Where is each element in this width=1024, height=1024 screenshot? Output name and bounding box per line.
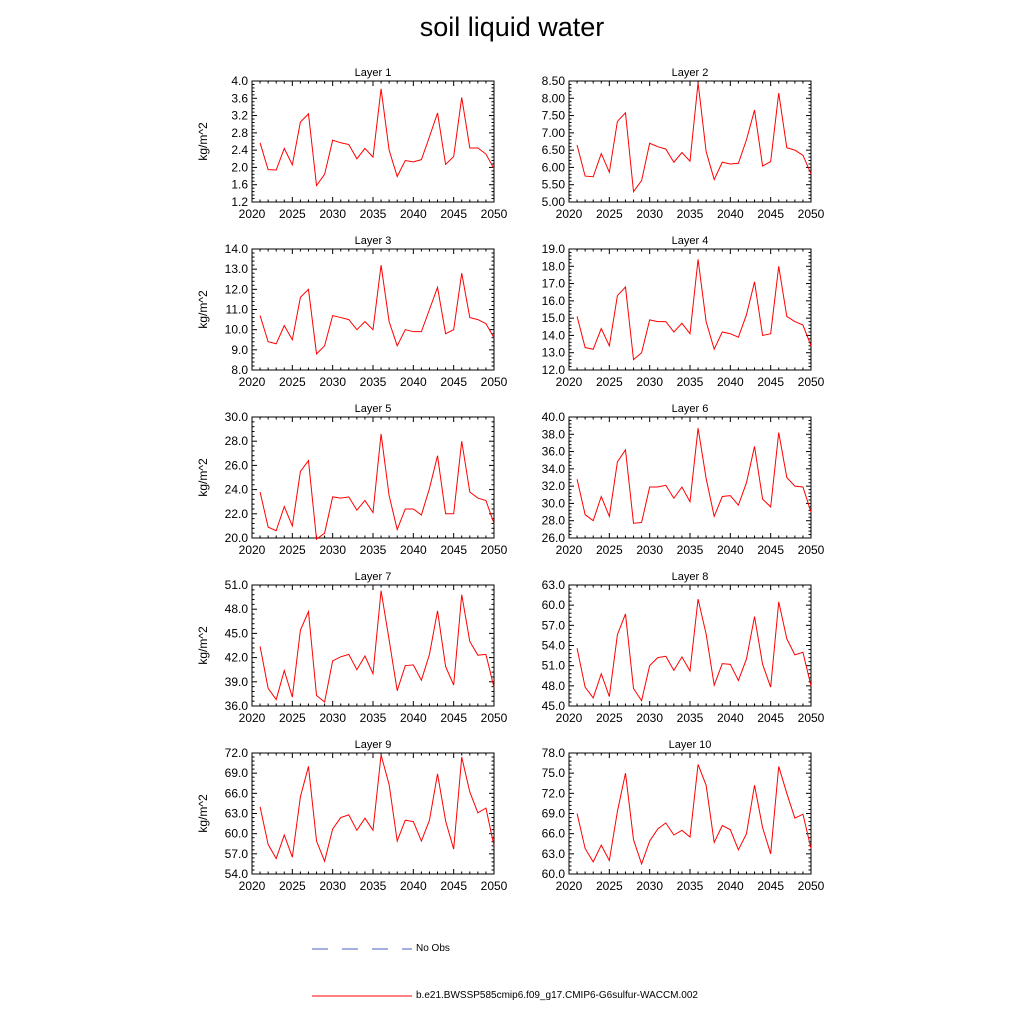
- panel-1-y-tick-label: 2.0: [231, 160, 248, 175]
- panel-8-x-tick-label: 2020: [555, 711, 583, 725]
- panel-3-x-tick-label: 2040: [399, 375, 427, 389]
- page-title: soil liquid water: [419, 12, 605, 42]
- panel-9-y-tick-label: 66.0: [224, 786, 248, 801]
- panel-6-y-tick-label: 28.0: [541, 513, 565, 528]
- panel-7-x-tick-label: 2030: [319, 711, 347, 725]
- panel-4-title: Layer 4: [671, 235, 709, 247]
- panel-1-x-tick-label: 2030: [319, 207, 347, 221]
- panel-6-y-tick-label: 38.0: [541, 427, 565, 442]
- panel-4-y-tick-label: 17.0: [541, 276, 565, 291]
- panel-10-x-tick-label: 2050: [797, 879, 825, 893]
- panel-4-y-tick-label: 12.0: [541, 363, 565, 377]
- panel-5-y-axis-label: kg/m^2: [196, 458, 210, 497]
- panel-10-title: Layer 10: [668, 739, 712, 751]
- panel-4-y-tick-label: 14.0: [541, 328, 565, 343]
- panel-8-y-tick-label: 63.0: [541, 578, 565, 592]
- panel-9-x-tick-label: 2020: [238, 879, 266, 893]
- panel-10-x-tick-label: 2020: [555, 879, 583, 893]
- panel-5-y-tick-label: 28.0: [224, 434, 248, 449]
- panel-6-x-tick-label: 2025: [595, 543, 623, 557]
- panel-8-title: Layer 8: [671, 571, 709, 583]
- panel-4-x-tick-label: 2040: [716, 375, 744, 389]
- panel-5-y-tick-label: 22.0: [224, 506, 248, 521]
- panel-7-y-axis-label: kg/m^2: [196, 626, 210, 665]
- panel-8-x-tick-label: 2050: [797, 711, 825, 725]
- panel-3-y-tick-label: 8.0: [231, 363, 248, 377]
- panel-6-y-tick-label: 40.0: [541, 410, 565, 424]
- panel-2-y-tick-label: 7.00: [541, 125, 565, 140]
- panel-3-y-tick-label: 14.0: [224, 242, 248, 256]
- panel-4-x-tick-label: 2045: [757, 375, 785, 389]
- panel-7-y-tick-label: 51.0: [224, 578, 248, 592]
- panel-3-y-tick-label: 9.0: [231, 342, 248, 357]
- panel-9-y-axis-label: kg/m^2: [196, 794, 210, 833]
- panel-5-y-tick-label: 26.0: [224, 458, 248, 473]
- panel-1-x-tick-label: 2035: [359, 207, 387, 221]
- panel-2-x-tick-label: 2050: [797, 207, 825, 221]
- panel-8-x-tick-label: 2035: [676, 711, 704, 725]
- panel-8-y-tick-label: 48.0: [541, 678, 565, 693]
- panel-8-x-tick-label: 2030: [636, 711, 664, 725]
- panel-2-y-tick-label: 6.00: [541, 160, 565, 175]
- panel-3-x-tick-label: 2045: [440, 375, 468, 389]
- panel-4-x-tick-label: 2035: [676, 375, 704, 389]
- panel-1-x-tick-label: 2020: [238, 207, 266, 221]
- panel-2-y-tick-label: 7.50: [541, 108, 565, 123]
- panel-2-x-tick-label: 2045: [757, 207, 785, 221]
- panel-4-y-tick-label: 13.0: [541, 345, 565, 360]
- panel-10-y-tick-label: 63.0: [541, 846, 565, 861]
- panel-4-y-tick-label: 15.0: [541, 311, 565, 326]
- panel-10-x-tick-label: 2035: [676, 879, 704, 893]
- panel-9-y-tick-label: 72.0: [224, 746, 248, 760]
- panel-9-y-tick-label: 54.0: [224, 867, 248, 881]
- panel-7-y-tick-label: 39.0: [224, 674, 248, 689]
- panel-9-y-tick-label: 60.0: [224, 826, 248, 841]
- panel-5-y-tick-label: 24.0: [224, 482, 248, 497]
- panel-7-title: Layer 7: [354, 571, 392, 583]
- panel-7-x-tick-label: 2050: [480, 711, 508, 725]
- panel-10-x-tick-label: 2040: [716, 879, 744, 893]
- legend-model-label: b.e21.BWSSP585cmip6.f09_g17.CMIP6-G6sulfur-WACCM.002: [416, 990, 698, 1001]
- panel-2-y-tick-label: 5.50: [541, 177, 565, 192]
- panel-6-y-tick-label: 30.0: [541, 496, 565, 511]
- panel-4-x-tick-label: 2020: [555, 375, 583, 389]
- panel-4-x-tick-label: 2025: [595, 375, 623, 389]
- panel-2-x-tick-label: 2035: [676, 207, 704, 221]
- panel-6-y-tick-label: 34.0: [541, 461, 565, 476]
- panel-2-x-tick-label: 2040: [716, 207, 744, 221]
- panel-1-y-tick-label: 1.6: [231, 177, 248, 192]
- panel-3-x-tick-label: 2020: [238, 375, 266, 389]
- legend-obs-label: No Obs: [416, 943, 450, 954]
- panel-8-y-tick-label: 54.0: [541, 638, 565, 653]
- panel-9-x-tick-label: 2030: [319, 879, 347, 893]
- panel-8-y-tick-label: 60.0: [541, 598, 565, 613]
- panel-5-x-tick-label: 2020: [238, 543, 266, 557]
- panel-1-y-tick-label: 2.4: [231, 143, 248, 158]
- panel-6-x-tick-label: 2050: [797, 543, 825, 557]
- panel-6-x-tick-label: 2020: [555, 543, 583, 557]
- panel-5-x-tick-label: 2030: [319, 543, 347, 557]
- panel-9-y-tick-label: 69.0: [224, 766, 248, 781]
- panel-10-y-tick-label: 78.0: [541, 746, 565, 760]
- panel-5-title: Layer 5: [354, 403, 392, 415]
- panel-6-y-tick-label: 36.0: [541, 444, 565, 459]
- panel-5-y-tick-label: 30.0: [224, 410, 248, 424]
- panel-9-x-tick-label: 2040: [399, 879, 427, 893]
- panel-6-y-tick-label: 32.0: [541, 479, 565, 494]
- panel-10-y-tick-label: 66.0: [541, 826, 565, 841]
- panel-7-y-tick-label: 48.0: [224, 602, 248, 617]
- panel-5-x-tick-label: 2045: [440, 543, 468, 557]
- panel-10-x-tick-label: 2030: [636, 879, 664, 893]
- panel-1-y-tick-label: 4.0: [231, 74, 248, 88]
- panel-1-y-tick-label: 1.2: [231, 195, 248, 209]
- panel-4-y-tick-label: 16.0: [541, 293, 565, 308]
- panel-8-x-tick-label: 2040: [716, 711, 744, 725]
- panel-3-title: Layer 3: [354, 235, 392, 247]
- panel-6-x-tick-label: 2045: [757, 543, 785, 557]
- panel-2-y-tick-label: 8.00: [541, 91, 565, 106]
- panel-10-y-tick-label: 69.0: [541, 806, 565, 821]
- panel-7-x-tick-label: 2035: [359, 711, 387, 725]
- panel-7-y-tick-label: 45.0: [224, 626, 248, 641]
- panel-7-x-tick-label: 2040: [399, 711, 427, 725]
- panel-9-x-tick-label: 2050: [480, 879, 508, 893]
- panel-6-x-tick-label: 2040: [716, 543, 744, 557]
- panel-2-x-tick-label: 2030: [636, 207, 664, 221]
- panel-8-x-tick-label: 2025: [595, 711, 623, 725]
- panel-2-x-tick-label: 2020: [555, 207, 583, 221]
- panel-1-x-tick-label: 2050: [480, 207, 508, 221]
- panel-3-y-tick-label: 12.0: [224, 282, 248, 297]
- panel-10-y-tick-label: 75.0: [541, 766, 565, 781]
- panel-9-x-tick-label: 2025: [278, 879, 306, 893]
- panel-1-y-tick-label: 3.2: [231, 108, 248, 123]
- panel-3-y-axis-label: kg/m^2: [196, 290, 210, 329]
- panel-3-x-tick-label: 2035: [359, 375, 387, 389]
- panel-1-x-tick-label: 2025: [278, 207, 306, 221]
- panel-7-x-tick-label: 2045: [440, 711, 468, 725]
- panel-9-y-tick-label: 63.0: [224, 806, 248, 821]
- panel-2-x-tick-label: 2025: [595, 207, 623, 221]
- panel-10-y-tick-label: 60.0: [541, 867, 565, 881]
- panel-9-y-tick-label: 57.0: [224, 846, 248, 861]
- panel-1-title: Layer 1: [354, 67, 392, 79]
- panel-1-y-tick-label: 2.8: [231, 125, 248, 140]
- panel-2-y-tick-label: 5.00: [541, 195, 565, 209]
- panel-1-x-tick-label: 2045: [440, 207, 468, 221]
- panel-3-x-tick-label: 2050: [480, 375, 508, 389]
- panel-4-y-tick-label: 19.0: [541, 242, 565, 256]
- panel-2-y-tick-label: 6.50: [541, 143, 565, 158]
- panel-7-y-tick-label: 36.0: [224, 699, 248, 713]
- panel-3-y-tick-label: 10.0: [224, 322, 248, 337]
- panel-5-y-tick-label: 20.0: [224, 531, 248, 545]
- panel-8-y-tick-label: 57.0: [541, 618, 565, 633]
- panel-9-title: Layer 9: [354, 739, 392, 751]
- panel-2-y-tick-label: 8.50: [541, 74, 565, 88]
- panel-4-x-tick-label: 2050: [797, 375, 825, 389]
- panel-5-x-tick-label: 2050: [480, 543, 508, 557]
- panel-1-y-axis-label: kg/m^2: [196, 122, 210, 161]
- panel-6-y-tick-label: 26.0: [541, 531, 565, 545]
- panel-9-x-tick-label: 2045: [440, 879, 468, 893]
- panel-8-y-tick-label: 51.0: [541, 658, 565, 673]
- panel-10-x-tick-label: 2025: [595, 879, 623, 893]
- panel-6-title: Layer 6: [671, 403, 709, 415]
- panel-5-x-tick-label: 2025: [278, 543, 306, 557]
- panel-6-x-tick-label: 2030: [636, 543, 664, 557]
- panel-1-y-tick-label: 3.6: [231, 91, 248, 106]
- panel-4-x-tick-label: 2030: [636, 375, 664, 389]
- panel-7-x-tick-label: 2020: [238, 711, 266, 725]
- panel-3-x-tick-label: 2025: [278, 375, 306, 389]
- panel-9-x-tick-label: 2035: [359, 879, 387, 893]
- panel-1-x-tick-label: 2040: [399, 207, 427, 221]
- panel-8-y-tick-label: 45.0: [541, 699, 565, 713]
- panel-3-y-tick-label: 13.0: [224, 262, 248, 277]
- panel-10-x-tick-label: 2045: [757, 879, 785, 893]
- panel-4-y-tick-label: 18.0: [541, 259, 565, 274]
- panel-7-y-tick-label: 42.0: [224, 650, 248, 665]
- panel-5-x-tick-label: 2035: [359, 543, 387, 557]
- panel-3-x-tick-label: 2030: [319, 375, 347, 389]
- panel-5-x-tick-label: 2040: [399, 543, 427, 557]
- panel-2-title: Layer 2: [671, 67, 709, 79]
- panel-10-y-tick-label: 72.0: [541, 786, 565, 801]
- panel-6-x-tick-label: 2035: [676, 543, 704, 557]
- panel-3-y-tick-label: 11.0: [225, 302, 248, 317]
- panel-8-x-tick-label: 2045: [757, 711, 785, 725]
- panel-7-x-tick-label: 2025: [278, 711, 306, 725]
